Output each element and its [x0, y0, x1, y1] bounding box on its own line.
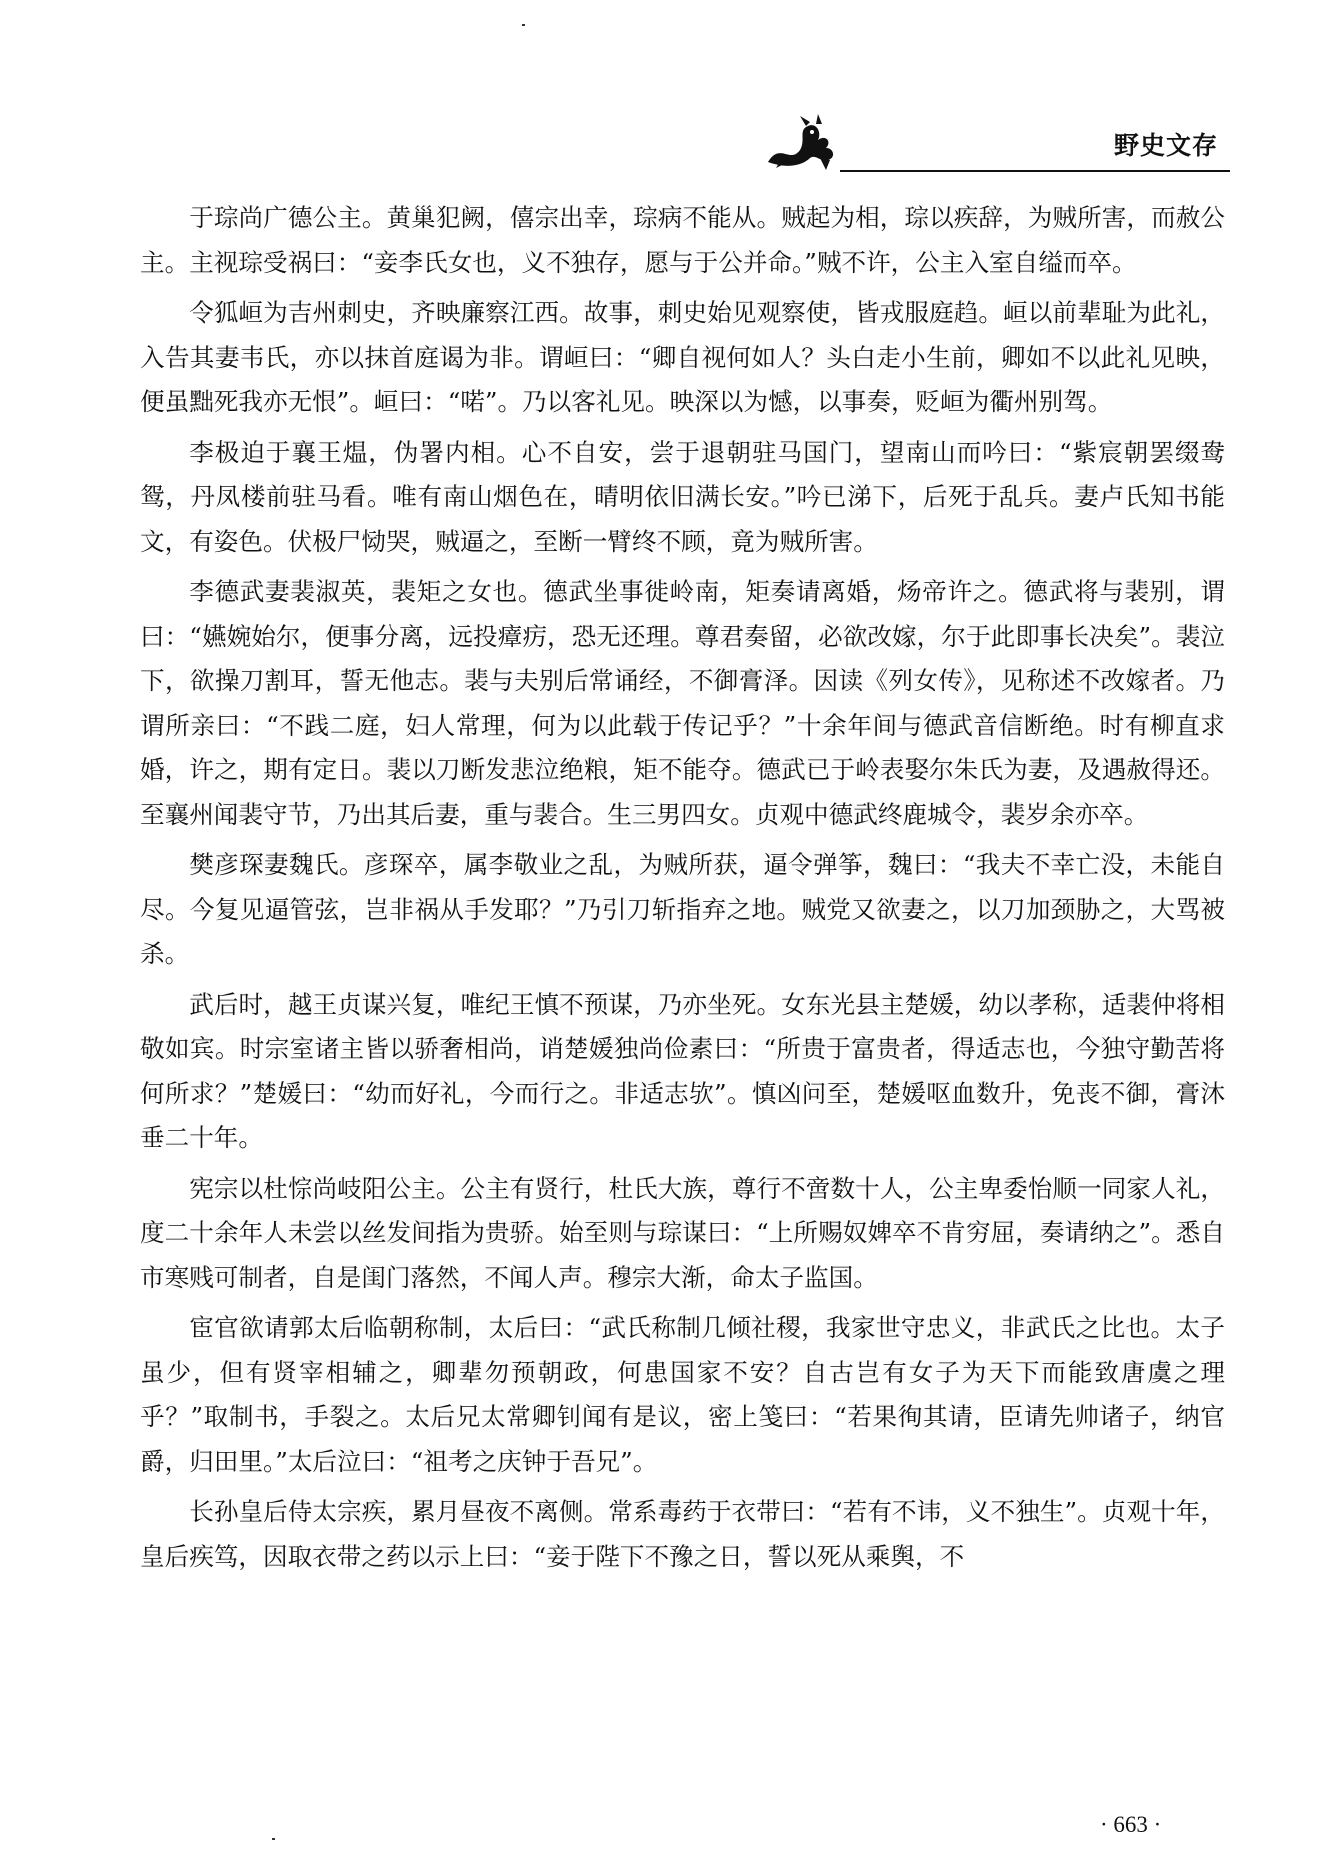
paragraph: 樊彦琛妻魏氏。彦琛卒，属李敬业之乱，为贼所获，逼令弹筝，魏曰：“我夫不幸亡没，未能自尽。今复见逼管弦，岂非祸从手发耶？”乃引刀斩指弃之地。贼党又欲妻之，以刀加颈胁之，大骂被杀。	[140, 850, 1225, 968]
paragraph: 李德武妻裴淑英，裴矩之女也。德武坐事徙岭南，矩奏请离婚，炀帝许之。德武将与裴别，谓曰：“嬿婉始尔，便事分离，远投瘴疠，恐无还理。尊君奏留，必欲改嫁，尔于此即事长决矣”。裴泣下，欲操刀割耳，誓无他志。裴与夫别后常诵经，不御膏泽。因读《列女传》，见称述不改嫁者。乃谓所亲曰：“不践二庭，妇人常理，何为以此载于传记乎？”十余年间与德武音信断绝。时有柳直求婚，许之，期有定日。裴以刀断发悲泣绝粮，矩不能夺。德武已于岭表娶尔朱氏为妻，及遇赦得还。至襄州闻裴守节，乃出其后妻，重与裴合。生三男四女。贞观中德武终鹿城令，裴岁余亦卒。	[140, 577, 1225, 829]
paragraph: 宦官欲请郭太后临朝称制，太后曰：“武氏称制几倾社稷，我家世守忠义，非武氏之比也。太子虽少，但有贤宰相辅之，卿辈勿预朝政，何患国家不安？自古岂有女子为天下而能致唐虞之理乎？”取制书，手裂之。太后兄太常卿钊闻有是议，密上笺曰：“若果徇其请，臣请先帅诸子，纳官爵，归田里。”太后泣曰：“祖考之庆钟于吾兄”。	[140, 1313, 1225, 1476]
paragraph: 李极迫于襄王煴，伪署内相。心不自安，尝于退朝驻马国门，望南山而吟曰：“紫宸朝罢缀鸯鸳，丹凤楼前驻马看。唯有南山烟色在，晴明依旧满长安。”吟已涕下，后死于乱兵。妻卢氏知书能文，有姿色。伏极尸恸哭，贼逼之，至断一臂终不顾，竟为贼所害。	[140, 437, 1225, 556]
page-number: · 663 ·	[1100, 1812, 1162, 1837]
scan-speck	[522, 24, 525, 26]
body-text	[140, 196, 1225, 1585]
dragon-emblem-icon	[760, 112, 860, 172]
paragraph: 武后时，越王贞谋兴复，唯纪王慎不预谋，乃亦坐死。女东光县主楚媛，幼以孝称，适裴仲将相敬如宾。时宗室诸主皆以骄奢相尚，诮楚媛独尚俭素曰：“所贵于富贵者，得适志也，今独守勤苦将何所求？”楚媛曰：“幼而好礼，今而行之。非适志欤”。慎凶问至，楚媛呕血数升，免丧不御，膏沐垂二十年。	[140, 989, 1225, 1152]
paragraph: 令狐峘为吉州刺史，齐映廉察江西。故事，刺史始见观察使，皆戎服庭趋。峘以前辈耻为此礼，入告其妻韦氏，亦以抹首庭谒为非。谓峘曰：“卿自视何如人？头白走小生前，卿如不以此礼见映，便虽黜死我亦无恨”。峘曰：“喏”。乃以客礼见。映深以为憾，以事奏，贬峘为衢州别驾。	[140, 298, 1225, 416]
paragraph: 于琮尚广德公主。黄巢犯阙，僖宗出幸，琮病不能从。贼起为相，琮以疾辞，为贼所害，而赦公主。主视琮受祸曰：“妾李氏女也，义不独存，愿与于公并命。”贼不许，公主入室自缢而卒。	[140, 203, 1225, 277]
paragraph: 长孙皇后侍太宗疾，累月昼夜不离侧。常系毒药于衣带曰：“若有不讳，义不独生”。贞观十年，皇后疾笃，因取衣带之药以示上曰：“妾于陛下不豫之日，誓以死从乘舆，不	[140, 1497, 1225, 1571]
header-title: 野史文存	[1113, 131, 1218, 160]
header-rule	[840, 170, 1230, 172]
scan-speck	[272, 1838, 275, 1840]
page-header	[760, 112, 1230, 172]
paragraph: 宪宗以杜悰尚岐阳公主。公主有贤行，杜氏大族，尊行不啻数十人，公主卑委怡顺一同家人礼，度二十余年人未尝以丝发间指为贵骄。始至则与琮谋曰：“上所赐奴婢卒不肯穷屈，奏请纳之”。悉自市寒贱可制者，自是闺门落然，不闻人声。穆宗大渐，命太子监国。	[140, 1173, 1225, 1292]
